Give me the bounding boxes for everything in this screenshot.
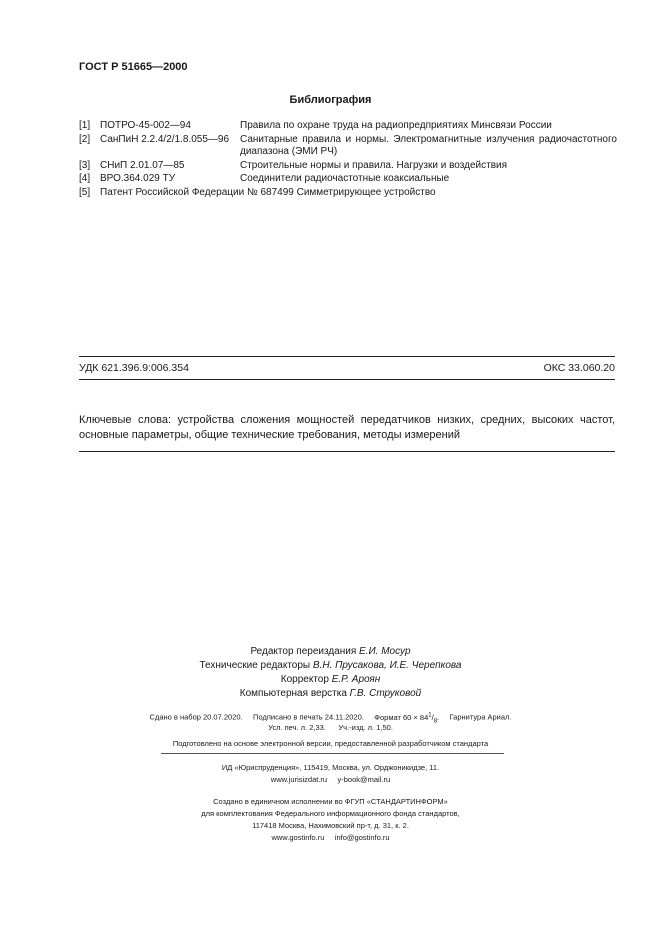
item-number: [1] [79,120,91,131]
format-end: . [437,712,440,722]
oks-code: ОКС 33.060.20 [543,362,615,374]
credit-layout [0,687,661,701]
item-description: Патент Российской Федерации № 687499 Симметрирующее устройство [100,186,436,198]
bibliography-item [79,187,617,200]
divider [79,356,615,357]
credit-label: Технические редакторы [199,660,311,671]
credit-label: Компьютерная верстка [239,688,347,699]
bibliography-item [79,134,617,159]
item-description: Санитарные правила и нормы. Электромагнитные излучения радиочастотного диапазона (ЭМИ РЧ) [240,133,617,157]
credit-name: Г.В. Струковой [349,688,422,699]
fund-line1: Создано в единичном исполнении во ФГУП «СТАНДАРТИНФОРМ» [213,797,448,806]
bibliography-title: Библиография [289,94,372,106]
print-info-line2 [0,722,661,734]
bibliography-item [79,160,617,173]
item-number: [2] [79,133,91,145]
publisher-address: ИД «Юриспруденция», 115419, Москва, ул. Орджоникидзе, 11. [221,763,440,772]
item-code: ПОТРО-45-002—94 [100,120,191,131]
publisher-contacts [0,774,661,786]
fund-website-link[interactable]: www.gostinfo.ru [271,833,325,842]
publisher-email-link[interactable]: y-book@mail.ru [337,775,391,784]
credit-name: Е.Р. Ароян [331,674,381,685]
format-sub: 8 [433,718,438,724]
divider [79,451,615,452]
editorial-credits [0,645,661,701]
item-description: Соединители радиочастотные коаксиальные [240,173,450,184]
bibliography-item [79,120,617,133]
typeset-date: Сдано в набор 20.07.2020. [149,712,243,722]
keywords: Ключевые слова: устройства сложения мощностей передатчиков низких, средних, высоких частот, основные параметры, общие технические требования, методы измерений [79,414,615,441]
fund-email-link[interactable]: info@gostinfo.ru [334,833,390,842]
credit-label: Корректор [280,674,329,685]
fund-address: 117418 Москва, Нахимовский пр-т, д. 31, к. 2. [252,821,409,830]
credit-tech-editors [0,659,661,673]
fund-line2: для комплектования Федерального информационного фонда стандартов, [201,809,460,818]
format: Формат $60 \times 84^1/_8$. [374,712,440,724]
publisher-sheets: Уч.-изд. л. 1,50. [338,723,393,732]
credit-name: В.Н. Прусакова, И.Е. Черепкова [312,660,462,671]
format-sup: 1 [428,712,432,718]
signed-date: Подписано в печать 24.11.2020. [253,712,364,722]
item-description: Правила по охране труда на радиопредприятиях Минсвязи России [240,120,552,131]
credit-label: Редактор переиздания [250,646,357,657]
bibliography-item [79,173,617,186]
credit-editor [0,645,661,659]
publisher-website-link[interactable]: www.jurisizdat.ru [270,775,328,784]
item-code: ВРО.364.029 ТУ [100,173,176,184]
item-code: СНиП 2.01.07—85 [100,159,185,171]
item-description: Строительные нормы и правила. Нагрузки и воздействия [240,159,508,171]
item-number: [4] [79,173,91,184]
udk-code: УДК 621.396.9:006.354 [79,362,189,374]
prepared-note: Подготовлено на основе электронной версии, предоставленной разработчиком стандарта [172,739,489,748]
divider [79,379,615,380]
bibliography-list [79,120,617,200]
item-code: СанПиН 2.2.4/2/1.8.055—96 [100,133,230,145]
item-number: [3] [79,159,91,171]
item-number: [5] [79,186,91,198]
standard-designation: ГОСТ Р 51665—2000 [79,61,188,73]
format-base: Формат 60 × 84 [374,712,429,722]
credit-corrector [0,673,661,687]
credit-name: Е.И. Мосур [359,646,411,657]
fund-contacts [0,832,661,844]
print-sheets: Усл. печ. л. 2,33. [268,723,326,732]
typeface: Гарнитура Ариал. [449,712,512,722]
divider [161,753,504,754]
